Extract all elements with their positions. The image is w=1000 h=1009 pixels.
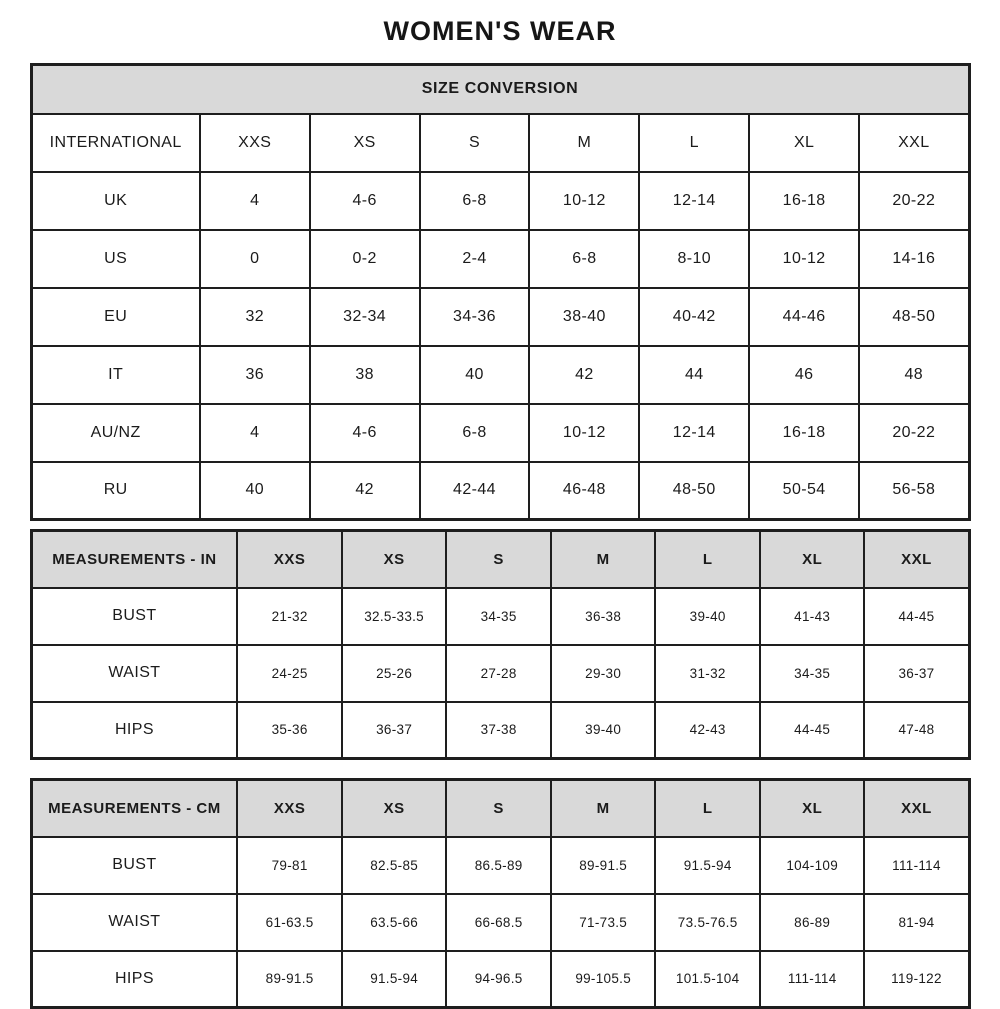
value-cell: 38-40 — [529, 288, 639, 346]
value-cell: 91.5-94 — [655, 837, 760, 894]
size-header: XXS — [200, 114, 310, 172]
size-header: XXL — [864, 780, 969, 837]
value-cell: 119-122 — [864, 951, 969, 1008]
size-header: M — [529, 114, 639, 172]
size-header: XL — [749, 114, 859, 172]
row-label: AU/NZ — [31, 404, 200, 462]
value-cell: 20-22 — [859, 172, 969, 230]
row-label: UK — [31, 172, 200, 230]
size-header: XL — [760, 531, 865, 588]
size-header: S — [420, 114, 530, 172]
row-label: HIPS — [31, 951, 237, 1008]
row-label: WAIST — [31, 645, 237, 702]
value-cell: 46-48 — [529, 462, 639, 520]
table-row — [31, 894, 969, 951]
row-label-header: INTERNATIONAL — [31, 114, 200, 172]
value-cell: 16-18 — [749, 404, 859, 462]
value-cell: 4-6 — [310, 404, 420, 462]
size-header: XS — [342, 531, 447, 588]
row-label: BUST — [31, 837, 237, 894]
value-cell: 41-43 — [760, 588, 865, 645]
measurements-cm-table — [30, 778, 971, 1009]
size-header: XXL — [859, 114, 969, 172]
value-cell: 36 — [200, 346, 310, 404]
size-conversion-table — [30, 63, 971, 521]
size-header: XS — [310, 114, 420, 172]
row-label-header: MEASUREMENTS - CM — [31, 780, 237, 837]
value-cell: 48-50 — [859, 288, 969, 346]
value-cell: 20-22 — [859, 404, 969, 462]
value-cell: 10-12 — [529, 172, 639, 230]
value-cell: 47-48 — [864, 702, 969, 759]
value-cell: 39-40 — [551, 702, 656, 759]
value-cell: 56-58 — [859, 462, 969, 520]
table-row — [31, 172, 969, 230]
value-cell: 24-25 — [237, 645, 342, 702]
value-cell: 16-18 — [749, 172, 859, 230]
size-header: XXS — [237, 531, 342, 588]
value-cell: 91.5-94 — [342, 951, 447, 1008]
value-cell: 42-44 — [420, 462, 530, 520]
value-cell: 34-35 — [760, 645, 865, 702]
value-cell: 40-42 — [639, 288, 749, 346]
value-cell: 44-46 — [749, 288, 859, 346]
table-header-row — [31, 780, 969, 837]
value-cell: 44-45 — [864, 588, 969, 645]
value-cell: 32-34 — [310, 288, 420, 346]
size-header: S — [446, 780, 551, 837]
size-header: XS — [342, 780, 447, 837]
row-label: EU — [31, 288, 200, 346]
table-row — [31, 404, 969, 462]
size-header: L — [639, 114, 749, 172]
table-row — [31, 645, 969, 702]
value-cell: 10-12 — [749, 230, 859, 288]
row-label: HIPS — [31, 702, 237, 759]
value-cell: 29-30 — [551, 645, 656, 702]
size-header: L — [655, 780, 760, 837]
value-cell: 94-96.5 — [446, 951, 551, 1008]
value-cell: 2-4 — [420, 230, 530, 288]
value-cell: 86.5-89 — [446, 837, 551, 894]
value-cell: 82.5-85 — [342, 837, 447, 894]
value-cell: 4 — [200, 172, 310, 230]
value-cell: 8-10 — [639, 230, 749, 288]
value-cell: 71-73.5 — [551, 894, 656, 951]
value-cell: 6-8 — [420, 404, 530, 462]
table-band-row — [31, 65, 969, 114]
value-cell: 35-36 — [237, 702, 342, 759]
size-header: XXL — [864, 531, 969, 588]
value-cell: 81-94 — [864, 894, 969, 951]
value-cell: 4 — [200, 404, 310, 462]
value-cell: 44-45 — [760, 702, 865, 759]
row-label: WAIST — [31, 894, 237, 951]
value-cell: 6-8 — [529, 230, 639, 288]
size-chart-page — [30, 0, 971, 1009]
value-cell: 34-36 — [420, 288, 530, 346]
row-label: US — [31, 230, 200, 288]
value-cell: 73.5-76.5 — [655, 894, 760, 951]
value-cell: 46 — [749, 346, 859, 404]
row-label: BUST — [31, 588, 237, 645]
table-row — [31, 837, 969, 894]
value-cell: 32 — [200, 288, 310, 346]
value-cell: 0-2 — [310, 230, 420, 288]
size-header: XXS — [237, 780, 342, 837]
value-cell: 31-32 — [655, 645, 760, 702]
value-cell: 34-35 — [446, 588, 551, 645]
value-cell: 63.5-66 — [342, 894, 447, 951]
value-cell: 37-38 — [446, 702, 551, 759]
value-cell: 48-50 — [639, 462, 749, 520]
value-cell: 25-26 — [342, 645, 447, 702]
page-title: WOMEN'S WEAR — [383, 16, 617, 46]
value-cell: 40 — [420, 346, 530, 404]
row-label-header: MEASUREMENTS - IN — [31, 531, 237, 588]
size-header: M — [551, 531, 656, 588]
value-cell: 36-37 — [864, 645, 969, 702]
table-header-row — [31, 531, 969, 588]
value-cell: 48 — [859, 346, 969, 404]
value-cell: 86-89 — [760, 894, 865, 951]
size-header: S — [446, 531, 551, 588]
table-row — [31, 702, 969, 759]
value-cell: 111-114 — [864, 837, 969, 894]
value-cell: 50-54 — [749, 462, 859, 520]
size-header: XL — [760, 780, 865, 837]
table-row — [31, 588, 969, 645]
size-header: M — [551, 780, 656, 837]
value-cell: 104-109 — [760, 837, 865, 894]
value-cell: 14-16 — [859, 230, 969, 288]
table-header-row — [31, 114, 969, 172]
table-title: SIZE CONVERSION — [31, 65, 969, 114]
row-label: RU — [31, 462, 200, 520]
value-cell: 101.5-104 — [655, 951, 760, 1008]
value-cell: 6-8 — [420, 172, 530, 230]
value-cell: 27-28 — [446, 645, 551, 702]
value-cell: 39-40 — [655, 588, 760, 645]
table-row — [31, 346, 969, 404]
value-cell: 10-12 — [529, 404, 639, 462]
table-row — [31, 230, 969, 288]
table-row — [31, 462, 969, 520]
value-cell: 4-6 — [310, 172, 420, 230]
value-cell: 40 — [200, 462, 310, 520]
value-cell: 79-81 — [237, 837, 342, 894]
measurements-in-table — [30, 529, 971, 760]
row-label: IT — [31, 346, 200, 404]
value-cell: 36-38 — [551, 588, 656, 645]
value-cell: 99-105.5 — [551, 951, 656, 1008]
value-cell: 61-63.5 — [237, 894, 342, 951]
table-row — [31, 951, 969, 1008]
table-row — [31, 288, 969, 346]
value-cell: 38 — [310, 346, 420, 404]
value-cell: 44 — [639, 346, 749, 404]
value-cell: 89-91.5 — [551, 837, 656, 894]
value-cell: 42-43 — [655, 702, 760, 759]
value-cell: 89-91.5 — [237, 951, 342, 1008]
value-cell: 42 — [310, 462, 420, 520]
value-cell: 12-14 — [639, 172, 749, 230]
value-cell: 32.5-33.5 — [342, 588, 447, 645]
value-cell: 111-114 — [760, 951, 865, 1008]
value-cell: 0 — [200, 230, 310, 288]
value-cell: 36-37 — [342, 702, 447, 759]
value-cell: 12-14 — [639, 404, 749, 462]
size-header: L — [655, 531, 760, 588]
value-cell: 66-68.5 — [446, 894, 551, 951]
value-cell: 21-32 — [237, 588, 342, 645]
value-cell: 42 — [529, 346, 639, 404]
